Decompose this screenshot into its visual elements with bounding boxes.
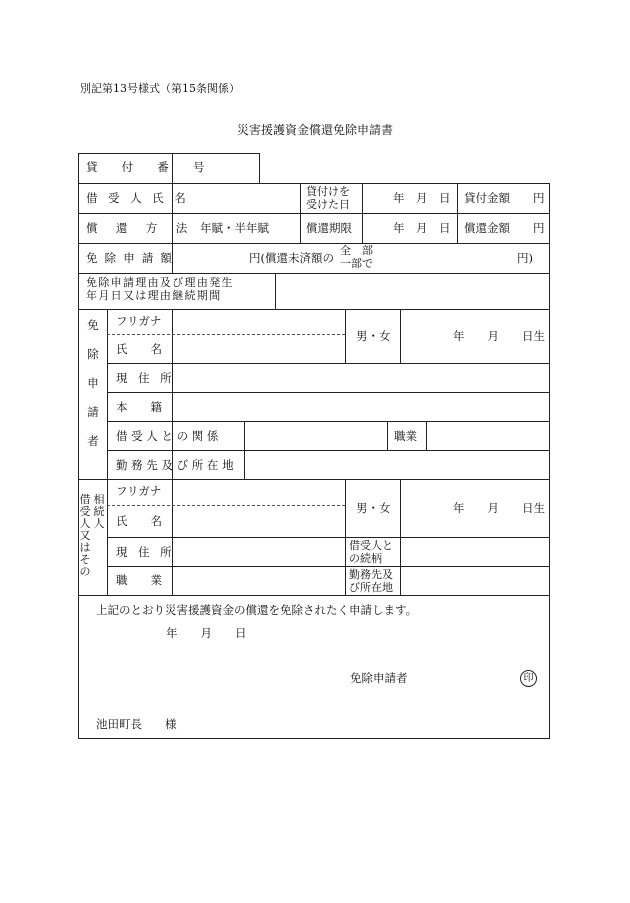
loan-amount-label: 貸付金額	[464, 191, 510, 205]
applicant-furigana-label: フリガナ	[116, 314, 162, 328]
repay-amount-yen: 円	[533, 221, 545, 235]
document-title: 災害援護資金償還免除申請書	[236, 123, 393, 137]
applicant-section-label: 免 除 申 請 者	[87, 318, 99, 448]
declaration-date: 年 月 日	[166, 626, 247, 640]
reason-label: 免除申請理由及び理由発生 年月日又は理由継続期間	[86, 276, 234, 303]
heir-relation-label: 借受人と の続柄	[349, 539, 393, 566]
applicant-address-label: 現 住 所	[116, 371, 176, 385]
borrower-name-label: 借 受 人 氏 名	[86, 191, 190, 205]
heir-section-label-col2: 借受人又はその	[79, 493, 91, 578]
applicant-occupation-label: 職業	[394, 429, 417, 443]
repay-method-value: 年賦・半年賦	[200, 221, 269, 235]
applicant-honseki-label: 本 籍	[116, 400, 162, 414]
heir-furigana-label: フリガナ	[116, 484, 162, 498]
applicant-relation-label: 借 受 人 と の 関 係	[116, 429, 219, 443]
applicant-signature-label: 免除申請者	[350, 671, 408, 685]
form-reference: 別記第13号様式（第15条関係）	[80, 82, 240, 95]
repay-method-label: 償 還 方 法	[86, 221, 191, 235]
heir-birth-date: 年 月 日生	[453, 501, 545, 515]
loan-amount-yen: 円	[533, 191, 545, 205]
applicant-birth-date: 年 月 日生	[453, 329, 545, 343]
repay-deadline-value: 年 月 日	[393, 221, 451, 235]
heir-section-label-col1: 相続人	[93, 493, 105, 530]
exempt-all-part: 全 部 一部で	[340, 244, 373, 270]
applicant-workplace-label: 勤 務 先 及 び 所 在 地	[116, 458, 234, 472]
repay-deadline-label: 償還期限	[306, 221, 352, 235]
loan-date-value: 年 月 日	[393, 191, 451, 205]
exempt-amount-suffix: 円)	[517, 251, 533, 265]
heir-workplace-label: 勤務先及 び所在地	[349, 568, 393, 595]
heir-occupation-label: 職 業	[116, 573, 162, 587]
addressee: 池田町長 様	[96, 717, 177, 731]
repay-amount-label: 償還金額	[464, 221, 510, 235]
heir-name-label: 氏 名	[116, 514, 162, 528]
declaration-text: 上記のとおり災害援護資金の償還を免除されたく申請します。	[96, 603, 418, 617]
loan-date-label: 貸付けを 受けた日	[306, 185, 350, 212]
exempt-amount-label: 免 除 申 請 額	[86, 251, 174, 265]
loan-number-label: 貸 付 番 号	[86, 160, 211, 174]
heir-gender: 男・女	[356, 501, 391, 515]
applicant-gender: 男・女	[356, 329, 391, 343]
heir-address-label: 現 住 所	[116, 545, 176, 559]
exempt-amount-prefix: 円(償還未済額の	[249, 251, 334, 265]
applicant-name-label: 氏 名	[116, 342, 162, 356]
seal-mark: 印	[520, 670, 537, 687]
